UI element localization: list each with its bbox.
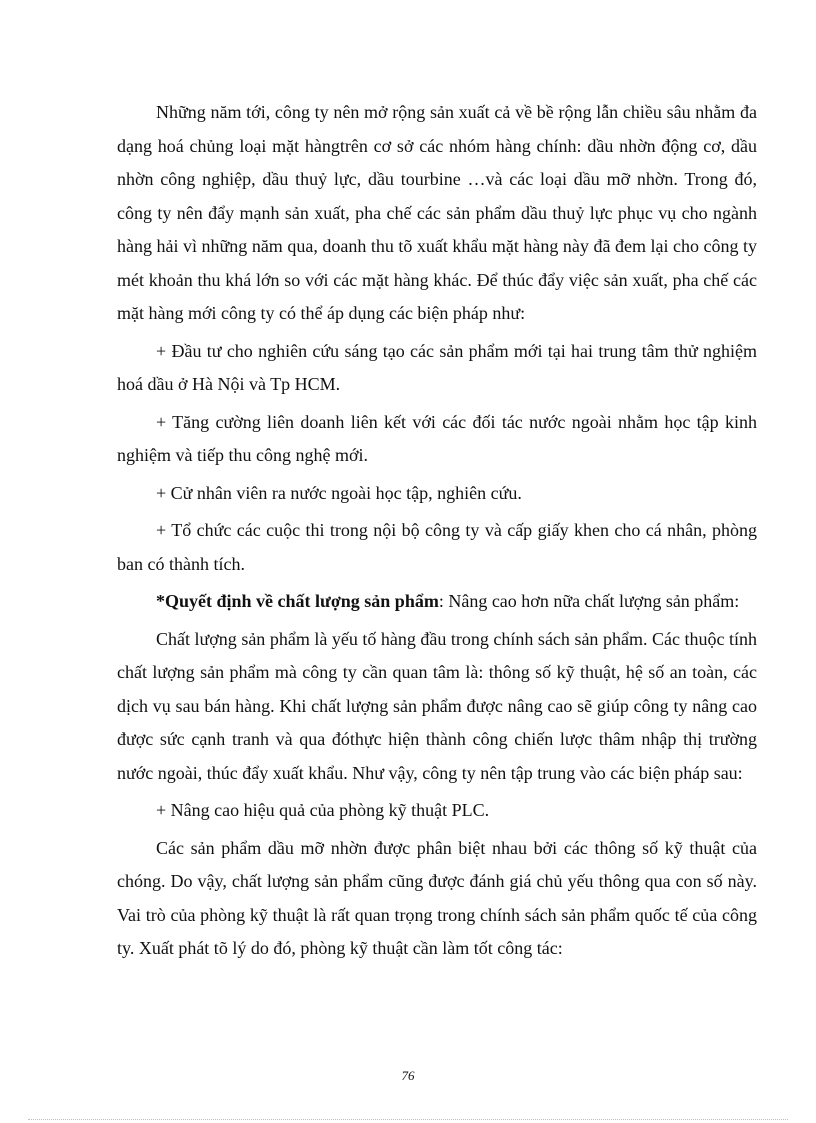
bullet-research: + Đầu tư cho nghiên cứu sáng tạo các sản phẩm mới tại hai trung tâm thử nghiệm hoá dầu ở Hà Nội và Tp HCM. — [117, 340, 757, 394]
bullet-joint-venture: + Tăng cường liên doanh liên kết với các đối tác nước ngoài nhằm học tập kinh nghiệm và tiếp thu công nghệ mới. — [117, 411, 757, 465]
page-number: 76 — [401, 1068, 415, 1083]
bullet-plc: + Nâng cao hiệu quả của phòng kỹ thuật PLC. — [156, 800, 490, 820]
section-heading — [117, 585, 757, 619]
paragraph-intro: Những năm tới, công ty nên mở rộng sản xuất cả về bề rộng lẫn chiều sâu nhằm đa dạng hoá chủng loại mặt hàngtrên cơ sở các nhóm hàng chính: dầu nhờn động cơ, dầu nhờn công nghiệp, dầu thuỷ lực, dầu tourbine …và các loại dầu mỡ nhờn. Trong đó, công ty nên đẩy mạnh sản xuất, pha chế các sản phẩm dầu thuỷ lực phục vụ cho ngành hàng hải vì những năm qua, doanh thu tõ xuất khẩu mặt hàng này đã đem lại cho công ty mét khoản thu khá lớn so với các mặt hàng khác. Để thúc đẩy việc sản xuất, pha chế các mặt hàng mới công ty có thể áp dụng các biện pháp như: — [117, 102, 757, 323]
section-heading-bold: *Quyết định về chất lượng sản phẩm — [156, 591, 439, 611]
bullet-staff-abroad: + Cử nhân viên ra nước ngoài học tập, nghiên cứu. — [156, 482, 522, 503]
paragraph-quality: Chất lượng sản phẩm là yếu tố hàng đầu trong chính sách sản phẩm. Các thuộc tính chất lượng sản phẩm mà công ty cần quan tâm là: thông số kỹ thuật, hệ số an toàn, các dịch vụ sau bán hàng. Khi chất lượng sản phẩm được nâng cao sẽ giúp công ty nâng cao được sức cạnh tranh và qua đóthực hiện thành công chiến lược thâm nhập thị trường nước ngoài, thúc đẩy xuất khẩu. Như vậy, công ty nên tập trung vào các biện pháp sau: — [117, 628, 757, 783]
footer-divider — [28, 1119, 788, 1120]
section-heading-rest: : Nâng cao hơn nữa chất lượng sản phẩm: — [438, 591, 740, 611]
document-body — [117, 96, 757, 970]
bullet-competitions: + Tổ chức các cuộc thi trong nội bộ công ty và cấp giấy khen cho cá nhân, phòng ban có thành tích. — [117, 520, 757, 574]
paragraph-technical: Các sản phẩm dầu mỡ nhờn được phân biệt nhau bởi các thông số kỹ thuật của chóng. Do vậy, chất lượng sản phẩm cũng được đánh giá chủ yếu thông qua con số này. Vai trò của phòng kỹ thuật là rất quan trọng trong chính sách sản phẩm quốc tế của công ty. Xuất phát tõ lý do đó, phòng kỹ thuật cần làm tốt công tác: — [117, 837, 757, 958]
